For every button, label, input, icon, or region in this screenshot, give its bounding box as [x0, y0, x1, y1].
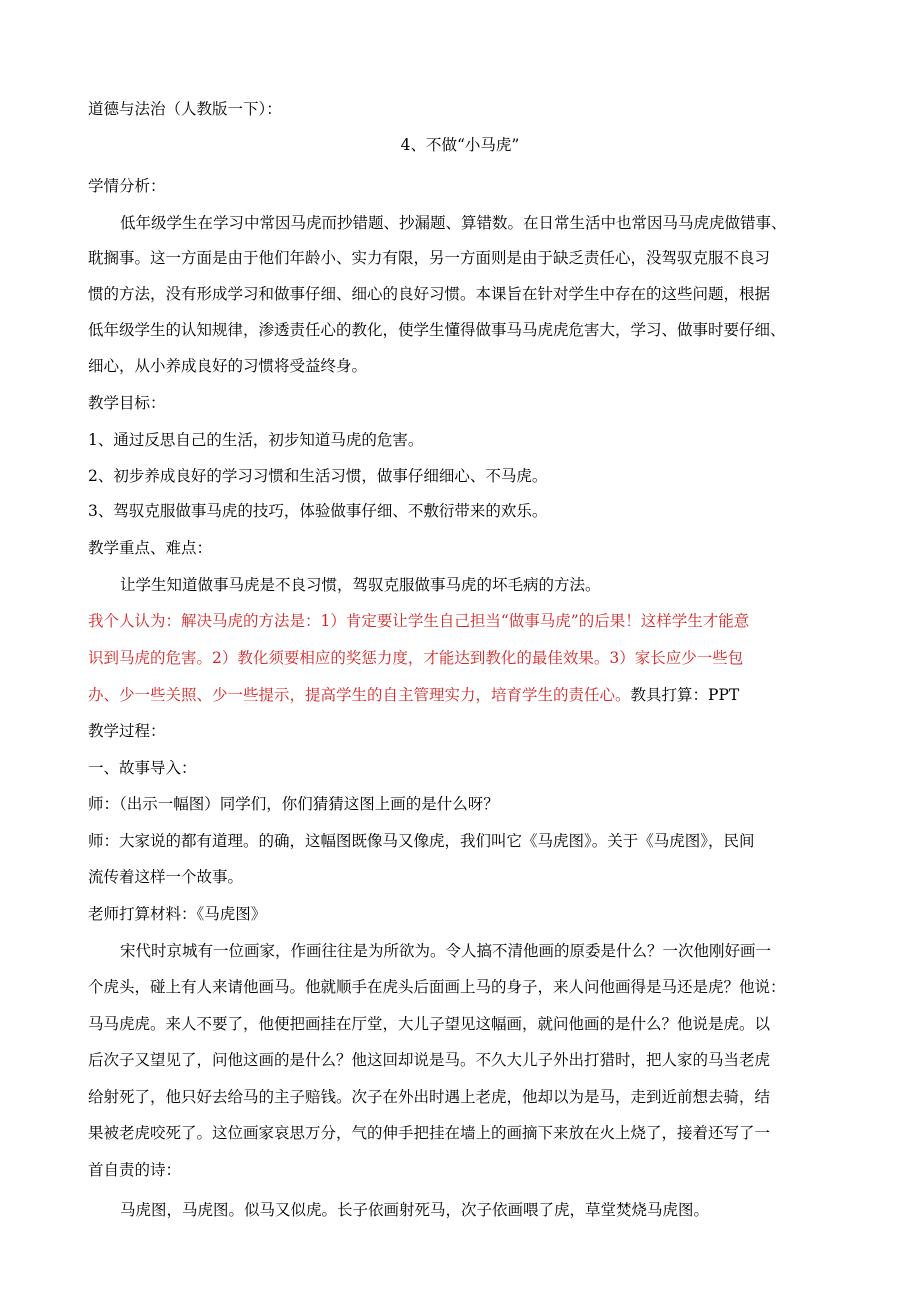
paragraph-line: 让学生知道做事马虎是不良习惯，驾驭克服做事马虎的坏毛病的方法。 — [120, 576, 601, 594]
poem-line: 马虎图，马虎图。似马又似虎。长子依画射死马，次子依画喂了虎，草堂焚烧马虎图。 — [120, 1201, 710, 1219]
paragraph-line: 惯的方法，没有形成学习和做事仔细、细心的良好习惯。本课旨在针对学生中存在的这些问题，根据 — [88, 285, 771, 303]
story-line: 果被老虎咬死了。这位画家哀思万分，气的伸手把挂在墙上的画摘下来放在火上烧了，接着还写了一 — [88, 1124, 771, 1142]
teacher-line: 师：大家说的都有道理。的确，这幅图既像马又像虎，我们叫它《马虎图》。关于《马虎图》，民间 — [88, 832, 755, 850]
teacher-line: 师：（出示一幅图）同学们，你们猜猜这图上画的是什么呀？ — [88, 795, 499, 813]
section-heading-xueqing: 学情分析： — [88, 177, 166, 195]
paragraph-line: 细心，从小养成良好的习惯将受益终身。 — [88, 357, 368, 375]
section-heading-zhongdian: 教学重点、难点： — [88, 539, 213, 557]
goal-item: 1、通过反思自己的生活，初步知道马虎的危害。 — [88, 431, 424, 449]
story-line: 首自责的诗： — [88, 1161, 182, 1179]
story-line: 后次子又望见了，问他这画的是什么？他这回却说是马。不久大儿子外出打猎时，把人家的马当老虎 — [88, 1051, 771, 1069]
story-line: 给射死了，他只好去给马的主子赔钱。次子在外出时遇上老虎，他却以为是马，走到近前想去骑，结 — [88, 1088, 771, 1106]
paragraph-line: 耽搁事。这一方面是由于他们年龄小、实力有限，另一方面则是由于缺乏责任心，没驾驭克服不良习 — [88, 249, 771, 267]
red-note-last-line — [88, 684, 739, 706]
document-title: 4、不做“小马虎” — [400, 136, 520, 154]
story-line: 个虎头，碰上有人来请他画马。他就顺手在虎头后面画上马的身子，来人问他画得是马还是虎？他说： — [88, 978, 786, 996]
tools-text: 教具打算：PPT — [630, 686, 740, 704]
document-header: 道德与法治（人教版一下）： — [88, 100, 282, 118]
paragraph-line: 低年级学生在学习中常因马虎而抄错题、抄漏题、算错数。在日常生活中也常因马马虎虎做错事、 — [120, 214, 787, 232]
goal-item: 2、初步养成良好的学习习惯和生活习惯，做事仔细细心、不马虎。 — [88, 467, 548, 485]
red-note-line: 我个人认为：解决马虎的方法是：1）肯定要让学生自己担当“做事马虎”的后果！这样学生才能意 — [88, 612, 750, 630]
story-line: 马马虎虎。来人不要了，他便把画挂在厅堂，大儿子望见这幅画，就问他画的是什么？他说是虎。以 — [88, 1015, 771, 1033]
goal-item: 3、驾驭克服做事马虎的技巧，体验做事仔细、不敷衍带来的欢乐。 — [88, 502, 548, 520]
red-note-line: 识到马虎的危害。2）教化须要相应的奖惩力度，才能达到教化的最佳效果。3）家长应少一些包 — [88, 649, 744, 667]
teacher-line: 流传着这样一个故事。 — [88, 868, 244, 886]
paragraph-line: 低年级学生的认知规律，渗透责任心的教化，使学生懂得做事马马虎虎危害大，学习、做事时要仔细、 — [88, 321, 786, 339]
section-heading-guocheng: 教学过程： — [88, 722, 166, 740]
story-line: 宋代时京城有一位画家，作画往往是为所欲为。令人搞不清他画的原委是什么？一次他刚好画一 — [120, 942, 772, 960]
section-heading-daoru: 一、故事导入： — [88, 759, 197, 777]
red-note-text: 办、少一些关照、少一些提示，提高学生的自主管理实力，培育学生的责任心。 — [88, 686, 631, 704]
material-title: 老师打算材料：《马虎图》 — [88, 905, 267, 923]
section-heading-mubiao: 教学目标： — [88, 394, 166, 412]
